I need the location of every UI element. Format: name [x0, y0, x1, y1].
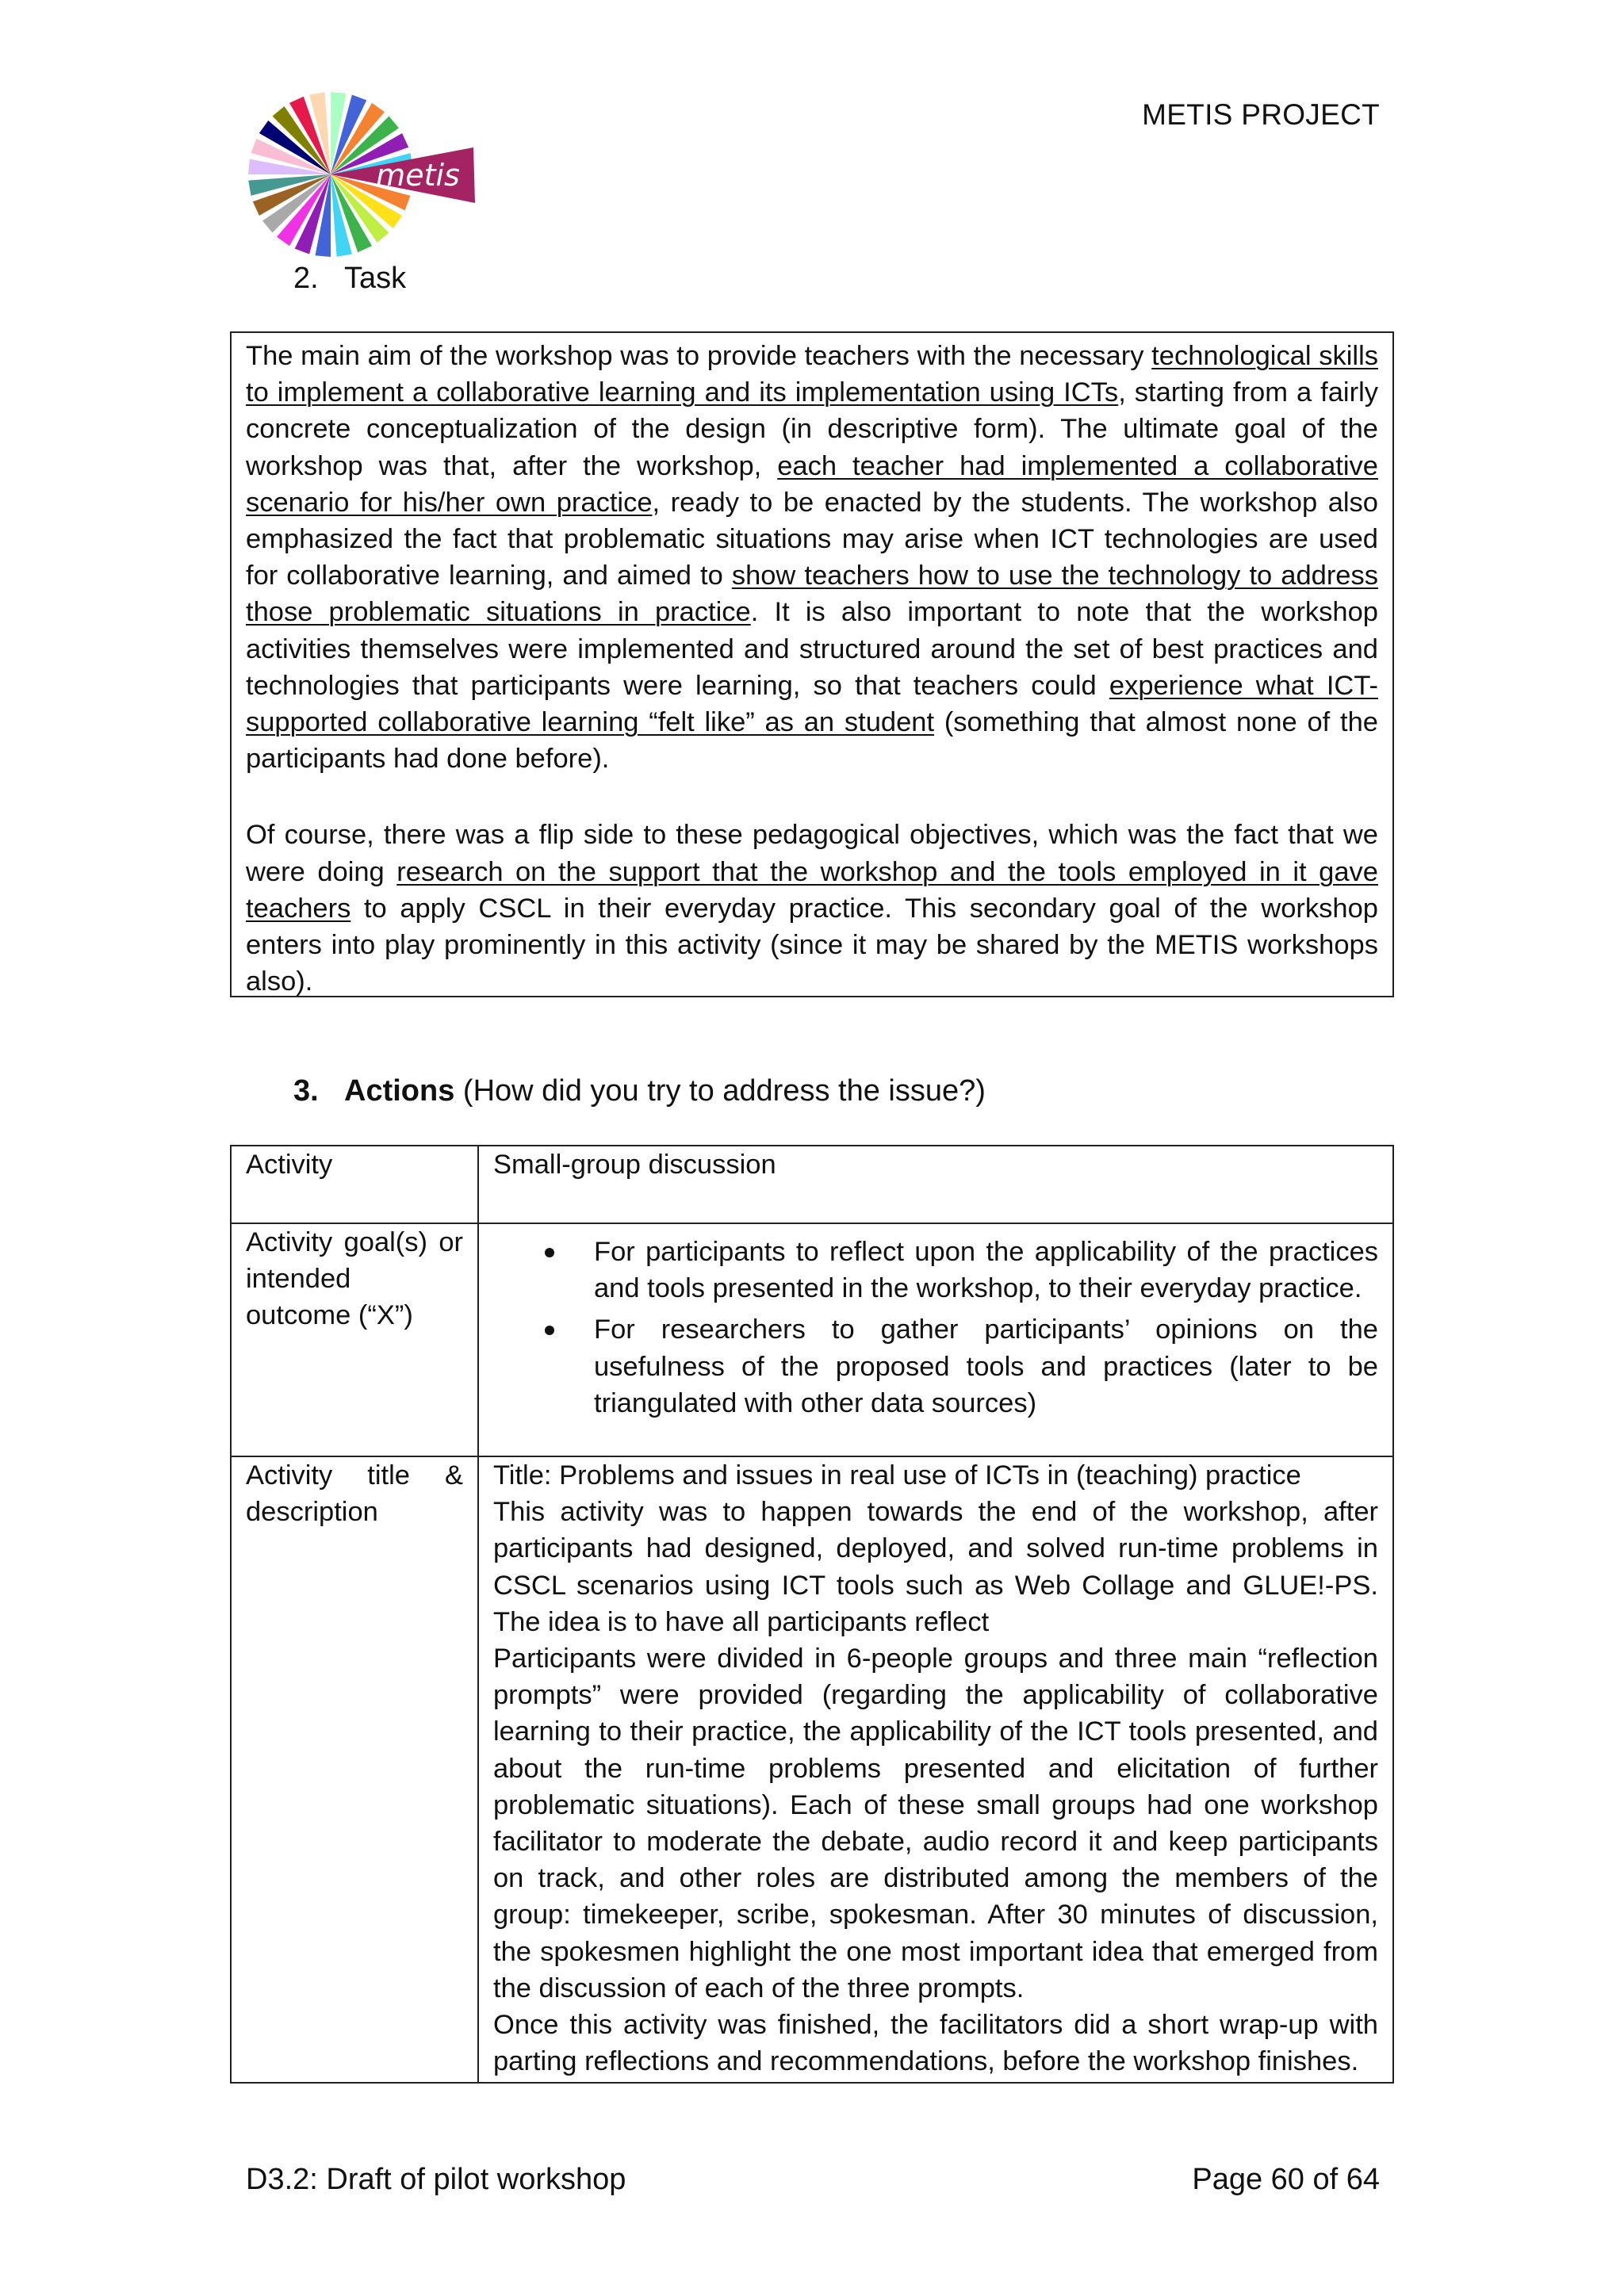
actions-section-heading: [293, 1074, 986, 1108]
footer-document-title: D3.2: Draft of pilot workshop: [246, 2163, 626, 2196]
description-paragraph-1: This activity was to happen towards the end of the workshop, after participants had designed, deployed, and solved run-time problems in CSCL scenarios using ICT tools such as Web Collage and GLUE!-PS. The idea is to have all participants reflect: [493, 1497, 1378, 1637]
list-item: For participants to reflect upon the applicability of the practices and tools presented in the workshop, to their everyday practice.: [493, 1234, 1378, 1307]
text-run: Of course, there was a flip side to these pedagogical objectives, which was the fact that we were doing: [246, 820, 1378, 887]
description-paragraph-3: Once this activity was finished, the facilitators did a short wrap-up with parting reflections and recommendations, before the workshop finishes.: [493, 2010, 1378, 2077]
goals-label: [232, 1224, 477, 1334]
metis-logo: [242, 86, 480, 264]
table-row-description: [231, 1456, 1393, 2083]
goals-bullet-list: [493, 1234, 1378, 1422]
activity-value-cell: [478, 1146, 1393, 1223]
actions-section-title: Actions: [344, 1074, 455, 1108]
text-run: , starting from a fairly concrete conceptualization of the design (in descriptive form). The ultimate goal of the workshop was that, after the workshop,: [246, 377, 1378, 481]
goals-label-line-1: Activity goal(s) or: [246, 1227, 463, 1257]
activity-label-cell: [231, 1146, 478, 1223]
text-run: to apply CSCL in their everyday practice. This secondary goal of the workshop enters into play prominently in this activity (since it may be shared by the METIS workshops also).: [246, 893, 1378, 997]
actions-section-subtitle: (How did you try to address the issue?): [454, 1074, 986, 1108]
description-label-line-2: description: [246, 1497, 378, 1528]
actions-table: [230, 1145, 1394, 2084]
actions-section-number: 3.: [293, 1074, 319, 1108]
description-label-cell: [231, 1456, 478, 2083]
text-run: . It is also important to note that the workshop activities themselves were implemented and structured around the set of best practices and technologies that participants were learning, so that teachers could: [246, 597, 1378, 701]
table-row-activity: [231, 1146, 1393, 1223]
task-section-title: Task: [344, 262, 407, 295]
activity-label: Activity: [246, 1150, 333, 1180]
goals-value-cell: [478, 1223, 1393, 1456]
task-text-box: [230, 331, 1394, 997]
underlined-phrase: each teacher had implemented a collaborative scenario for his/her own practice: [246, 450, 1378, 518]
underlined-phrase: research on the support that the workshop and the tools employed in it gave teachers: [246, 856, 1378, 924]
text-run: The main aim of the workshop was to provide teachers with the necessary: [246, 341, 1152, 371]
text-run: (something that almost none of the participants had done before).: [246, 707, 1378, 775]
description-value-cell: [478, 1456, 1393, 2083]
underlined-phrase: technological skills to implement a collaborative learning and its implementation using ICTs: [246, 341, 1378, 408]
goals-label-line-3: outcome (“X”): [246, 1300, 413, 1331]
task-section-heading: [293, 262, 406, 296]
description-title-line: Title: Problems and issues in real use of ICTs in (teaching) practice: [493, 1460, 1301, 1490]
description-paragraph-2: Participants were divided in 6-people groups and three main “reflection prompts” were provided (regarding the applicability of collaborative learning to their practice, the applicability of the ICT tools presented, and about the run-time problems presented and elicitation of further problematic situations). Each of these small groups had one workshop facilitator to moderate the debate, audio record it and keep participants on track, and other roles are distributed among the members of the group: timekeeper, scribe, spokesman. After 30 minutes of discussion, the spokesmen highlight the one most important idea that emerged from the discussion of each of the three prompts.: [493, 1644, 1378, 2003]
underlined-phrase: show teachers how to use the technology to address those problematic situations in practice: [246, 561, 1378, 628]
underlined-phrase: experience what ICT-supported collaborative learning “felt like” as an student: [246, 670, 1378, 738]
table-row-goals: [231, 1223, 1393, 1456]
description-label-line-1: Activity title &: [246, 1460, 463, 1490]
goals-list-wrap: [479, 1234, 1392, 1422]
header-project-name: METIS PROJECT: [1142, 98, 1380, 131]
goals-label-line-2: intended: [246, 1264, 351, 1295]
description-text: [479, 1457, 1392, 2080]
task-section-number: 2.: [293, 262, 319, 295]
list-item: For researchers to gather participants’ opinions on the usefulness of the proposed tools and practices (later to be triangulated with other data sources): [493, 1311, 1378, 1422]
task-paragraph-2: [246, 817, 1378, 1000]
logo-wordmark: metis: [376, 158, 460, 193]
text-run: , ready to be enacted by the students. The workshop also emphasized the fact that problematic situations may arise when ICT technologies are used for collaborative learning, and aimed to: [246, 487, 1378, 591]
footer-page-number: Page 60 of 64: [1192, 2163, 1380, 2196]
activity-value: Small-group discussion: [493, 1150, 776, 1180]
goals-label-cell: [231, 1223, 478, 1456]
description-label: [232, 1457, 477, 1530]
task-paragraph-1: [246, 338, 1378, 777]
